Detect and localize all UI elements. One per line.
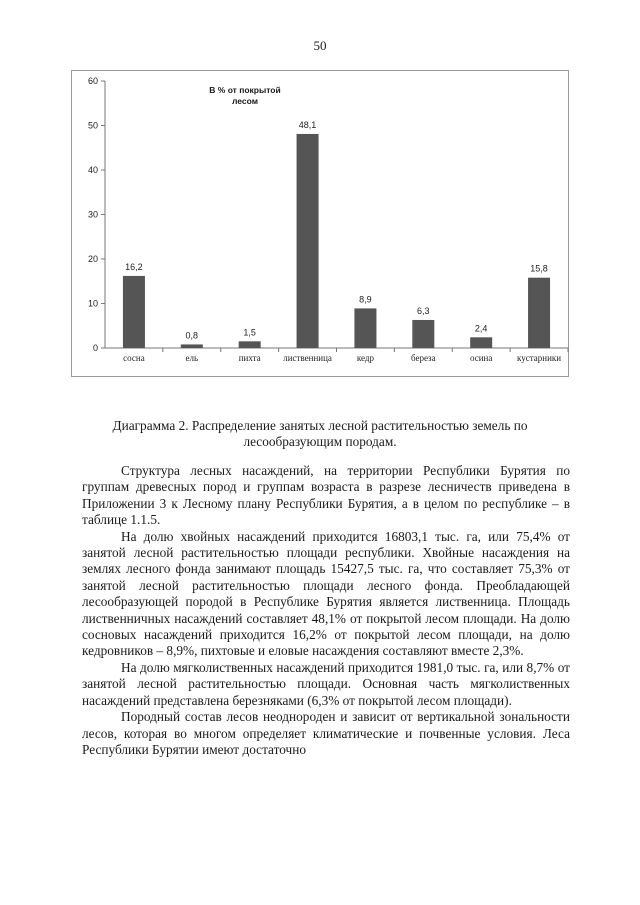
y-tick-label: 40: [87, 165, 98, 175]
bar: [412, 320, 434, 348]
category-label: сосна: [123, 353, 145, 363]
category-label: кустарники: [517, 353, 562, 363]
y-tick-label: 10: [87, 298, 98, 309]
y-tick-label: 50: [87, 120, 98, 131]
data-label: 2,4: [474, 323, 488, 334]
bar: [297, 134, 319, 348]
body-text: [82, 463, 570, 758]
paragraph: На долю хвойных насаждений приходится 16803,1 тыс. га, или 75,4% от занятой лесной растительностью площади республики. Хвойные насаждения на землях лесного фонда занимают площадь 15427,5 тыс. га, что составляет 75,3% от занятой лесной растительностью площади лесного фонда. Преобладающей лесообразующей породой в Республике Бурятия является лиственница. Площадь лиственничных насаждений составляет 48,1% от покрытой лесом площади. На долю сосновых насаждений приходится 16,2% от покрытой лесом площади, на долю кедровников – 8,9%, пихтовые и еловые насаждения составляют вместе 2,3%.: [82, 528, 570, 659]
y-tick-label: 20: [87, 254, 98, 264]
category-label: пихта: [238, 353, 261, 363]
category-label: ель: [185, 353, 199, 363]
paragraph: На долю мягколиственных насаждений приходится 1981,0 тыс. га, или 8,7% от занятой лесной растительностью площади. Основная часть мягколиственных насаждений представлена березняками (6,3% от покрытой лесом площади).: [82, 659, 570, 708]
data-label: 8,9: [359, 294, 372, 305]
figure-caption: Диаграмма 2. Распределение занятых лесной растительностью земель по лесообразующим породам.: [112, 418, 528, 449]
category-label: береза: [411, 353, 436, 363]
category-label: лиственница: [283, 353, 332, 363]
y-tick-label: 60: [87, 76, 98, 86]
y-tick-label: 30: [87, 209, 98, 220]
bar: [354, 308, 376, 348]
chart-plot: [72, 71, 570, 378]
bar: [528, 278, 550, 348]
page-number: 50: [313, 38, 327, 53]
chart-title: В % от покрытой лесом: [209, 85, 281, 106]
category-label: кедр: [356, 353, 374, 363]
data-label: 48,1: [298, 119, 317, 130]
bar: [181, 344, 203, 348]
paragraph: Породный состав лесов неоднороден и зависит от вертикальной зональности лесов, которая во многом определяет климатические и почвенные условия. Леса Республики Бурятии имеют достаточно: [82, 709, 570, 757]
y-tick-label: 0: [92, 343, 98, 353]
category-label: осина: [470, 353, 493, 363]
bar: [123, 276, 145, 348]
bar: [239, 341, 261, 348]
bar-chart: [71, 70, 569, 377]
data-label: 0,8: [185, 330, 199, 341]
bar: [470, 337, 492, 348]
paragraph: Структура лесных насаждений, на территории Республики Бурятия по группам древесных пород и группам возраста в разрезе лесничеств приведена в Приложении 3 к Лесному плану Республики Бурятия, а в целом по республике – в таблице 1.1.5.: [82, 463, 570, 528]
data-label: 6,3: [417, 305, 430, 316]
data-label: 16,2: [125, 261, 143, 272]
data-label: 1,5: [243, 327, 256, 338]
data-label: 15,8: [530, 263, 548, 274]
